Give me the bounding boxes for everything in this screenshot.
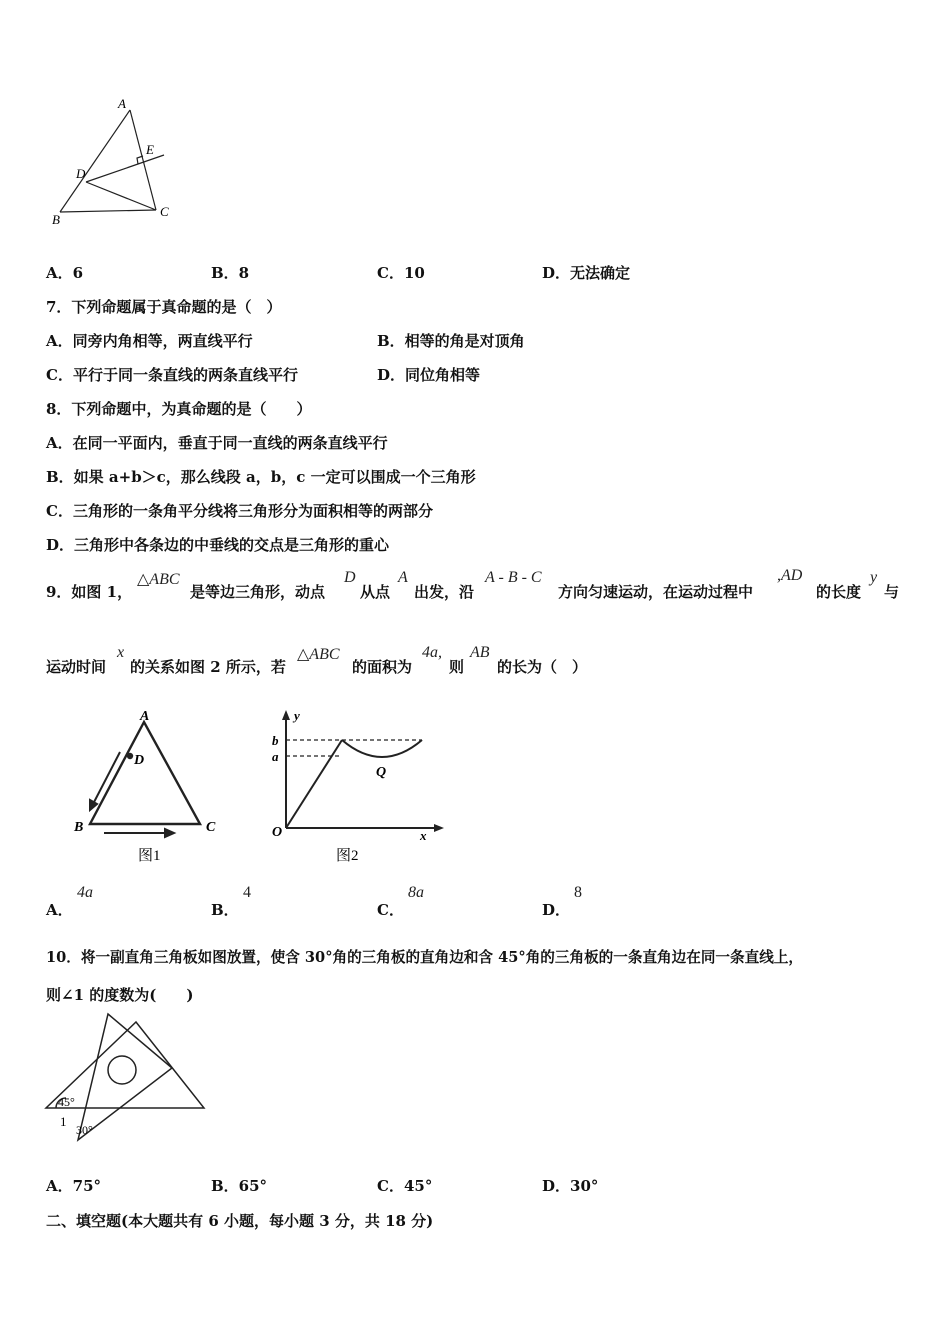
q10-stem-2: 则∠1 的度数为( ) <box>46 986 194 1004</box>
q9-text-4: 出发，沿 <box>414 583 475 601</box>
q9-math-d: D <box>344 569 356 586</box>
q9-math-a: A <box>398 569 408 586</box>
fig2-label-x: x <box>420 828 427 843</box>
q7-option-d: D．同位角相等 <box>377 366 481 384</box>
q9-math-x: x <box>117 644 125 661</box>
fig-q10-angle-1: 1 <box>60 1114 67 1129</box>
q9-option-b-label: B． <box>211 901 239 919</box>
q9-math-y: y <box>870 569 878 586</box>
q8-option-b: B．如果 a+b＞c，那么线段 a，b，c 一定可以围成一个三角形 <box>46 468 476 486</box>
fig-q10-angle-30: 30° <box>76 1123 93 1137</box>
figure-set-squares-q10 <box>44 1012 210 1142</box>
q9-text-3: 从点 <box>360 583 391 601</box>
q8-option-a: A．在同一平面内，垂直于同一直线的两条直线平行 <box>46 434 388 452</box>
q9-option-b-value: 4 <box>243 884 251 901</box>
q10-option-b: B．65° <box>211 1177 268 1195</box>
fig2-label-y: y <box>294 708 300 723</box>
q10-option-a: A．75° <box>46 1177 102 1195</box>
q7-option-a: A．同旁内角相等，两直线平行 <box>46 332 253 350</box>
q7-stem: 7．下列命题属于真命题的是（ ） <box>46 298 282 316</box>
q6-option-a: A．6 <box>46 264 84 282</box>
fig2-label-q: Q <box>376 765 387 780</box>
q9-text-1: 9．如图 1， <box>46 583 133 601</box>
q8-stem: 8．下列命题中，为真命题的是（ ） <box>46 400 312 418</box>
q7-option-c: C．平行于同一条直线的两条直线平行 <box>46 366 298 384</box>
q9-text-11: 则 <box>449 658 465 676</box>
fig1-label-a: A <box>140 709 150 724</box>
fig-q10-angle-45: 45° <box>58 1095 75 1109</box>
q9-math-abc-2: △ABC <box>297 646 340 663</box>
q9-option-d-value: 8 <box>574 884 582 901</box>
q9-option-a-value: 4a <box>77 884 93 901</box>
q9-text-12: 的长为（ ） <box>497 658 588 676</box>
q9-option-c-value: 8a <box>408 884 424 901</box>
q9-text-10: 的面积为 <box>352 658 413 676</box>
q9-text-2: 是等边三角形，动点 <box>190 583 326 601</box>
q9-math-ab: AB <box>470 644 490 661</box>
q10-option-d: D．30° <box>542 1177 599 1195</box>
q9-math-path: A - B - C <box>485 569 542 586</box>
fig-label-c: C <box>160 204 169 219</box>
q9-text-9: 的关系如图 2 所示，若 <box>130 658 286 676</box>
q9-text-6: 的长度 <box>816 583 862 601</box>
q9-math-ad: ,AD <box>777 567 803 584</box>
q9-option-d-label: D． <box>542 901 571 919</box>
q9-option-c-label: C． <box>377 901 404 919</box>
fig2-label-a: a <box>272 749 279 764</box>
section-2-heading: 二、填空题(本大题共有 6 小题，每小题 3 分，共 18 分) <box>46 1212 434 1230</box>
q6-option-c: C．10 <box>377 264 425 282</box>
q6-option-d: D．无法确定 <box>542 264 631 282</box>
q9-option-a-label: A． <box>46 901 73 919</box>
q10-stem-1: 10．将一副直角三角板如图放置，使含 30°角的三角板的直角边和含 45°角的三角板的一条直角边在同一条直线上， <box>46 949 803 966</box>
q7-option-b: B．相等的角是对顶角 <box>377 332 525 350</box>
figure-1-equilateral-triangle <box>66 704 236 869</box>
fig2-label-b: b <box>272 733 279 748</box>
fig1-label-b: B <box>74 820 84 835</box>
fig-label-e: E <box>146 142 154 157</box>
fig1-label-d: D <box>134 753 145 768</box>
q8-option-d: D．三角形中各条边的中垂线的交点是三角形的重心 <box>46 536 390 554</box>
figure-triangle-abc-q6 <box>46 94 186 234</box>
q10-option-c: C．45° <box>377 1177 433 1195</box>
q9-math-4a: 4a, <box>422 644 442 661</box>
q9-text-7: 与 <box>884 583 900 601</box>
q8-option-c: C．三角形的一条角平分线将三角形分为面积相等的两部分 <box>46 502 433 520</box>
q9-text-5: 方向匀速运动，在运动过程中 <box>558 583 754 601</box>
fig2-label-o: O <box>272 825 283 840</box>
fig1-caption: 图1 <box>138 848 161 864</box>
q9-text-8: 运动时间 <box>46 658 107 676</box>
figure-2-graph <box>264 704 449 869</box>
fig-label-a: A <box>118 96 126 111</box>
fig-label-b: B <box>52 212 60 227</box>
fig2-caption: 图2 <box>336 848 359 864</box>
fig-label-d: D <box>76 166 86 181</box>
q6-option-b: B．8 <box>211 264 250 282</box>
fig1-label-c: C <box>206 820 216 835</box>
q9-math-abc: △ABC <box>137 571 180 588</box>
